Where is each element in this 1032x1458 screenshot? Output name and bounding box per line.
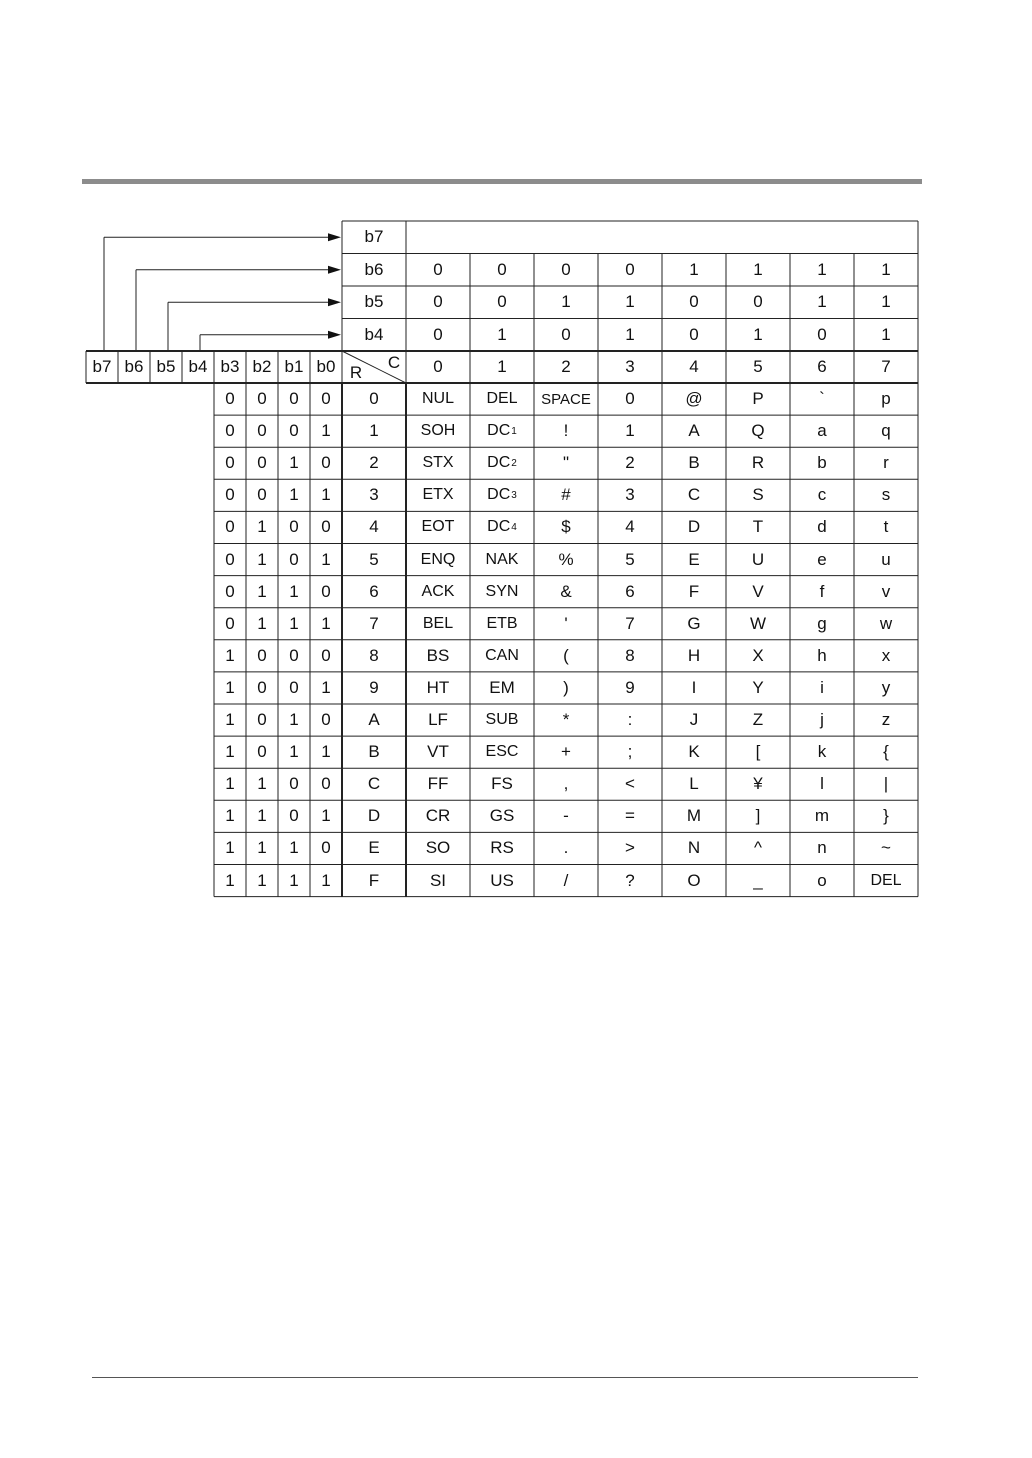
code-cell: NUL xyxy=(421,390,454,408)
code-cell: z xyxy=(881,710,891,730)
code-cell: - xyxy=(563,806,569,826)
column-bit-b6: 1 xyxy=(881,259,891,279)
code-cell: ? xyxy=(625,870,635,890)
row-label: B xyxy=(368,742,380,762)
row-bit: 0 xyxy=(321,453,331,473)
row-bit: 1 xyxy=(289,453,299,473)
row-bit: 0 xyxy=(321,517,331,537)
code-cell: DC 4 xyxy=(487,518,517,536)
row-bit: 0 xyxy=(257,453,267,473)
row-bit: 0 xyxy=(321,838,331,858)
code-cell: e xyxy=(817,549,827,569)
row-label: E xyxy=(368,838,380,858)
header-bit-b4: b4 xyxy=(364,324,384,344)
arrow-head-icon xyxy=(328,298,341,306)
code-cell: n xyxy=(817,838,827,858)
row-bit: 0 xyxy=(321,710,331,730)
code-cell: P xyxy=(752,389,764,409)
row-label: 1 xyxy=(369,421,379,441)
row-bit: 0 xyxy=(257,677,267,697)
row-label: 8 xyxy=(369,645,379,665)
code-cell: 6 xyxy=(625,581,635,601)
row-bit: 0 xyxy=(289,677,299,697)
code-cell: DC 2 xyxy=(487,454,517,472)
row-bit: 1 xyxy=(257,549,267,569)
code-cell: SPACE xyxy=(541,390,591,408)
code-cell: b xyxy=(817,453,827,473)
row-bit: 1 xyxy=(257,838,267,858)
code-cell: DC 3 xyxy=(487,486,517,504)
code-cell: O xyxy=(687,870,701,890)
row-bit: 0 xyxy=(257,710,267,730)
column-bit-b5: 0 xyxy=(497,292,507,312)
row-bit: 0 xyxy=(289,389,299,409)
code-cell: FF xyxy=(427,774,449,794)
code-cell: EM xyxy=(489,677,515,697)
column-bit-b5: 0 xyxy=(433,292,443,312)
column-bit-b4: 1 xyxy=(753,324,763,344)
row-bit: 0 xyxy=(225,389,235,409)
code-cell: ETX xyxy=(422,486,454,504)
bit-label-b2: b2 xyxy=(252,357,272,376)
code-cell: I xyxy=(691,677,697,697)
column-bit-b5: 0 xyxy=(753,292,763,312)
header-bit-b5: b5 xyxy=(364,292,384,312)
code-cell: f xyxy=(819,581,825,601)
code-cell: GS xyxy=(489,806,515,826)
row-bit: 1 xyxy=(225,838,235,858)
row-bit: 1 xyxy=(225,870,235,890)
row-label: C xyxy=(367,774,381,794)
code-cell: SI xyxy=(429,870,447,890)
row-bit: 0 xyxy=(321,774,331,794)
code-cell: 0 xyxy=(625,389,635,409)
row-label: 5 xyxy=(369,549,379,569)
row-bit: 0 xyxy=(225,421,235,441)
code-cell: SOH xyxy=(420,422,456,440)
row-bit: 1 xyxy=(321,870,331,890)
code-cell: DC 1 xyxy=(487,422,517,440)
code-cell: l xyxy=(820,774,824,794)
row-bit: 0 xyxy=(321,389,331,409)
arrow-head-icon xyxy=(328,331,341,339)
code-cell: 8 xyxy=(625,645,635,665)
code-cell: ~ xyxy=(881,838,891,858)
row-bit: 1 xyxy=(321,613,331,633)
code-cell: , xyxy=(563,774,569,794)
row-bit: 0 xyxy=(257,742,267,762)
code-cell: ¥ xyxy=(753,774,763,794)
row-bit: 1 xyxy=(225,710,235,730)
code-cell: W xyxy=(749,613,767,633)
code-cell: j xyxy=(820,710,824,730)
row-bit: 1 xyxy=(257,613,267,633)
column-bit-b6: 1 xyxy=(689,259,699,279)
header-bit-b6: b6 xyxy=(364,259,384,279)
code-cell: + xyxy=(561,742,571,762)
code-cell: J xyxy=(689,710,699,730)
arrow-head-icon xyxy=(328,266,341,274)
code-cell: N xyxy=(687,838,701,858)
row-bit: 0 xyxy=(257,645,267,665)
row-bit: 1 xyxy=(225,774,235,794)
column-label: 1 xyxy=(497,357,507,376)
row-bit: 1 xyxy=(321,806,331,826)
code-cell: CAN xyxy=(485,646,519,664)
code-cell: VT xyxy=(427,742,449,762)
row-bit: 0 xyxy=(225,549,235,569)
column-bit-b6: 0 xyxy=(497,259,507,279)
row-label: 2 xyxy=(369,453,379,473)
code-cell: y xyxy=(881,677,891,697)
code-cell: ` xyxy=(819,389,825,409)
row-label: 4 xyxy=(369,517,379,537)
row-label: 0 xyxy=(369,389,379,409)
row-bit: 1 xyxy=(289,485,299,505)
row-bit: 1 xyxy=(321,742,331,762)
row-bit: 1 xyxy=(289,581,299,601)
row-bit: 0 xyxy=(225,581,235,601)
bit-label-b3: b3 xyxy=(220,357,240,376)
code-cell: ] xyxy=(755,806,761,826)
row-bit: 1 xyxy=(289,613,299,633)
column-label: 0 xyxy=(433,357,443,376)
code-cell: # xyxy=(561,485,571,505)
row-bit: 1 xyxy=(321,485,331,505)
code-cell: p xyxy=(881,389,891,409)
row-bit: 0 xyxy=(289,517,299,537)
code-cell: 5 xyxy=(625,549,635,569)
code-cell: B xyxy=(688,453,700,473)
code-cell: ENQ xyxy=(420,550,456,568)
row-label: D xyxy=(367,806,381,826)
code-cell: SO xyxy=(425,838,451,858)
code-cell: K xyxy=(688,742,700,762)
code-cell: FS xyxy=(491,774,513,794)
row-label: A xyxy=(368,710,380,730)
code-cell: d xyxy=(817,517,827,537)
row-bit: 1 xyxy=(225,806,235,826)
row-bit: 0 xyxy=(289,421,299,441)
code-cell: q xyxy=(881,421,891,441)
code-cell: = xyxy=(625,806,635,826)
bit-label-b0: b0 xyxy=(316,357,336,376)
code-cell: NAK xyxy=(485,550,519,568)
bit-label-b6: b6 xyxy=(124,357,144,376)
code-cell: D xyxy=(687,517,701,537)
code-cell: 4 xyxy=(625,517,635,537)
code-cell: ! xyxy=(563,421,569,441)
code-cell: T xyxy=(752,517,764,537)
arrow-head-icon xyxy=(328,233,341,241)
column-bit-b5: 1 xyxy=(881,292,891,312)
code-cell: DEL xyxy=(870,871,902,889)
code-cell: i xyxy=(820,677,824,697)
column-label: 2 xyxy=(561,357,571,376)
code-cell: BS xyxy=(426,645,450,665)
code-cell: * xyxy=(562,710,570,730)
code-cell: r xyxy=(883,453,889,473)
code-cell: ' xyxy=(564,613,568,633)
column-bit-b4: 0 xyxy=(433,324,443,344)
row-bit: 1 xyxy=(257,806,267,826)
code-cell: ) xyxy=(563,677,569,697)
row-bit: 0 xyxy=(321,581,331,601)
header-bit-b7: b7 xyxy=(364,227,384,247)
code-cell: EOT xyxy=(421,518,455,536)
bit-label-b1: b1 xyxy=(284,357,304,376)
row-bit: 0 xyxy=(289,806,299,826)
row-bit: 0 xyxy=(225,485,235,505)
code-cell: v xyxy=(881,581,891,601)
code-cell: S xyxy=(752,485,764,505)
code-cell: ACK xyxy=(421,582,455,600)
column-bit-b4: 0 xyxy=(561,324,571,344)
code-cell: G xyxy=(687,613,701,633)
column-bit-b4: 1 xyxy=(881,324,891,344)
code-cell: u xyxy=(881,549,891,569)
column-label: 5 xyxy=(753,357,763,376)
row-bit: 0 xyxy=(257,389,267,409)
code-cell: E xyxy=(688,549,700,569)
column-bit-b5: 1 xyxy=(625,292,635,312)
bit-label-b7: b7 xyxy=(92,357,112,376)
code-cell: w xyxy=(879,613,893,633)
row-label: 3 xyxy=(369,485,379,505)
code-cell: ETB xyxy=(486,614,518,632)
code-cell: h xyxy=(817,645,827,665)
column-bit-b6: 0 xyxy=(625,259,635,279)
code-cell: R xyxy=(751,453,765,473)
row-bit: 1 xyxy=(257,774,267,794)
row-bit: 1 xyxy=(289,710,299,730)
code-cell: t xyxy=(883,517,889,537)
row-bit: 0 xyxy=(225,453,235,473)
code-cell: . xyxy=(563,838,569,858)
row-bit: 0 xyxy=(289,774,299,794)
row-bit: 0 xyxy=(321,645,331,665)
code-cell: g xyxy=(817,613,827,633)
row-bit: 1 xyxy=(257,581,267,601)
code-cell: A xyxy=(688,421,700,441)
row-label: F xyxy=(368,870,380,890)
code-cell: Q xyxy=(751,421,765,441)
code-cell: x xyxy=(881,645,891,665)
code-cell: & xyxy=(560,581,572,601)
code-cell: s xyxy=(881,485,891,505)
code-cell: @ xyxy=(685,389,703,409)
code-cell: F xyxy=(688,581,700,601)
code-cell: / xyxy=(563,870,569,890)
code-cell: a xyxy=(817,421,827,441)
code-cell: LF xyxy=(428,710,448,730)
code-cell: < xyxy=(625,774,635,794)
code-cell: ESC xyxy=(485,743,519,761)
code-cell: U xyxy=(751,549,765,569)
code-cell: Z xyxy=(752,710,764,730)
row-bit: 0 xyxy=(225,613,235,633)
row-bit: 1 xyxy=(321,677,331,697)
column-bit-b4: 1 xyxy=(625,324,635,344)
code-cell: X xyxy=(752,645,764,665)
code-cell: _ xyxy=(753,870,763,890)
code-cell: L xyxy=(689,774,699,794)
code-cell: 9 xyxy=(625,677,635,697)
row-bit: 1 xyxy=(289,838,299,858)
row-bit: 1 xyxy=(225,742,235,762)
row-bit: 1 xyxy=(321,421,331,441)
row-label: 6 xyxy=(369,581,379,601)
row-bit: 1 xyxy=(289,870,299,890)
code-cell: V xyxy=(752,581,764,601)
code-cell: m xyxy=(814,806,830,826)
row-bit: 1 xyxy=(289,742,299,762)
row-label: 7 xyxy=(369,613,379,633)
code-cell: BEL xyxy=(422,614,454,632)
column-bit-b4: 0 xyxy=(689,324,699,344)
row-bit: 1 xyxy=(257,870,267,890)
code-cell: US xyxy=(490,870,514,890)
code-cell: $ xyxy=(561,517,571,537)
code-cell: M xyxy=(686,806,702,826)
column-bit-b6: 1 xyxy=(817,259,827,279)
column-bit-b5: 0 xyxy=(689,292,699,312)
code-cell: H xyxy=(687,645,701,665)
code-cell: { xyxy=(883,742,889,762)
column-bit-b4: 1 xyxy=(497,324,507,344)
code-cell: SYN xyxy=(485,582,519,600)
code-cell: DEL xyxy=(486,390,518,408)
row-bit: 1 xyxy=(225,645,235,665)
row-bit: 0 xyxy=(257,485,267,505)
column-bit-b5: 1 xyxy=(817,292,827,312)
column-bit-b6: 1 xyxy=(753,259,763,279)
code-cell: 3 xyxy=(625,485,635,505)
code-cell: RS xyxy=(490,838,514,858)
code-cell: C xyxy=(687,485,701,505)
code-cell: ; xyxy=(627,742,633,762)
column-label: 4 xyxy=(689,357,699,376)
code-cell: 1 xyxy=(625,421,635,441)
code-cell: c xyxy=(817,485,827,505)
code-cell: k xyxy=(817,742,827,762)
code-cell: | xyxy=(883,774,889,794)
code-cell: ( xyxy=(563,645,569,665)
row-bit: 0 xyxy=(257,421,267,441)
row-bit: 1 xyxy=(321,549,331,569)
corner-row-label: R xyxy=(349,363,363,382)
column-bit-b5: 1 xyxy=(561,292,571,312)
bit-label-b5: b5 xyxy=(156,357,176,376)
code-cell: [ xyxy=(755,742,761,762)
column-label: 7 xyxy=(881,357,891,376)
column-label: 3 xyxy=(625,357,635,376)
code-cell: % xyxy=(558,549,574,569)
code-cell: " xyxy=(562,453,570,473)
row-bit: 0 xyxy=(289,645,299,665)
column-bit-b6: 0 xyxy=(561,259,571,279)
row-bit: 0 xyxy=(225,517,235,537)
code-cell: o xyxy=(817,870,827,890)
column-label: 6 xyxy=(817,357,827,376)
row-bit: 1 xyxy=(225,677,235,697)
code-cell: CR xyxy=(425,806,451,826)
column-bit-b6: 0 xyxy=(433,259,443,279)
code-cell: > xyxy=(625,838,635,858)
column-bit-b4: 0 xyxy=(817,324,827,344)
code-cell: SUB xyxy=(485,711,519,729)
corner-col-label: C xyxy=(387,353,401,372)
code-cell: STX xyxy=(422,454,454,472)
code-cell: 7 xyxy=(625,613,635,633)
code-cell: 2 xyxy=(625,453,635,473)
row-bit: 1 xyxy=(257,517,267,537)
code-cell: Y xyxy=(752,677,764,697)
bit-label-b4: b4 xyxy=(188,357,208,376)
code-cell: } xyxy=(883,806,889,826)
row-bit: 0 xyxy=(289,549,299,569)
code-cell: HT xyxy=(426,677,450,697)
code-cell: : xyxy=(627,710,633,730)
row-label: 9 xyxy=(369,677,379,697)
code-cell: ^ xyxy=(754,838,762,858)
